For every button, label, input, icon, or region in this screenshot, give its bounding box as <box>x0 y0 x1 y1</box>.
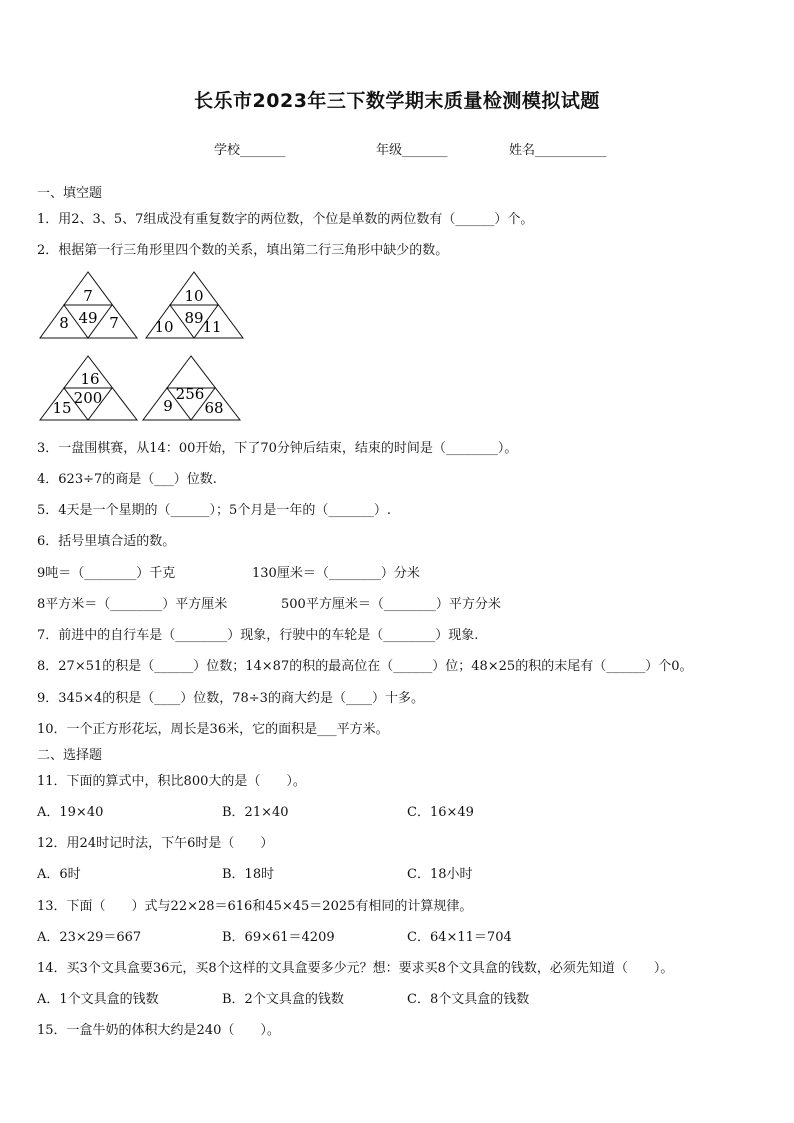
triangle-1-top: 7 <box>83 287 93 305</box>
question-2: 2．根据第一行三角形里四个数的关系，填出第二行三角形中缺少的数。 <box>37 243 449 258</box>
question-11-option-a: A．19×40 <box>37 805 104 820</box>
question-13-option-b: B．69×61＝4209 <box>222 930 335 945</box>
question-14: 14．买3个文具盒要36元，买8个这样的文具盒要多少元？想：要求买8个文具盒的钱数，必须先知道（ ）。 <box>37 961 674 976</box>
triangle-1-left: 8 <box>59 314 69 332</box>
question-12: 12．用24时记时法，下午6时是（ ） <box>37 836 274 851</box>
question-3: 3．一盘围棋赛，从14：00开始，下了70分钟后结束，结束的时间是（________）。 <box>37 441 518 456</box>
question-5: 5．4天是一个星期的（______）；5个月是一年的（_______）. <box>37 503 391 518</box>
page-title: 长乐市2023年三下数学期末质量检测模拟试题 <box>194 90 600 112</box>
question-13: 13．下面（ ）式与22×28＝616和45×45＝2025有相同的计算规律。 <box>37 899 473 914</box>
question-1: 1．用2、3、5、7组成没有重复数字的两位数，个位是单数的两位数有（______）个。 <box>37 212 534 227</box>
question-4: 4．623÷7的商是（___）位数. <box>37 472 217 487</box>
triangle-4-center: 256 <box>175 385 205 403</box>
triangle-2-right: 11 <box>202 318 222 336</box>
triangle-3-center: 200 <box>73 389 103 407</box>
question-6-item-3: 8平方米＝（________）平方厘米 <box>37 597 228 612</box>
question-11-option-b: B．21×40 <box>222 805 289 820</box>
question-12-option-c: C．18小时 <box>407 867 473 882</box>
triangle-4-left: 9 <box>163 397 173 415</box>
triangle-2-center: 89 <box>184 309 204 327</box>
triangle-2-left: 10 <box>154 318 174 336</box>
question-6-item-2: 130厘米＝（________）分米 <box>252 566 420 581</box>
question-6-item-4: 500平方厘米＝（________）平方分米 <box>281 597 501 612</box>
question-15: 15．一盒牛奶的体积大约是240（ ）。 <box>37 1023 280 1038</box>
question-7: 7．前进中的自行车是（________）现象，行驶中的车轮是（________）现象. <box>37 628 479 643</box>
triangle-figures <box>36 270 246 425</box>
question-6-item-1: 9吨＝（________）千克 <box>37 566 176 581</box>
triangle-3-top: 16 <box>80 370 100 388</box>
triangle-2-top: 10 <box>184 287 204 305</box>
school-field: 学校_______ <box>214 143 286 158</box>
section-heading-choice: 二、选择题 <box>37 748 103 763</box>
question-13-option-a: A．23×29＝667 <box>37 930 142 945</box>
question-12-option-a: A．6时 <box>37 867 81 882</box>
question-14-option-c: C．8个文具盒的钱数 <box>407 992 530 1007</box>
question-11-option-c: C．16×49 <box>407 805 474 820</box>
grade-field: 年级_______ <box>376 143 448 158</box>
question-11: 11．下面的算式中，积比800大的是（ ）。 <box>37 774 306 789</box>
triangle-1-right: 7 <box>109 314 119 332</box>
question-9: 9．345×4的积是（____）位数，78÷3的商大约是（____）十多。 <box>37 691 424 706</box>
question-8: 8．27×51的积是（______）位数；14×87的积的最高位在（______）位；48×25的积的末尾有（______）个0。 <box>37 659 693 674</box>
question-10: 10．一个正方形花坛，周长是36米，它的面积是___平方米。 <box>37 722 389 737</box>
name-field: 姓名___________ <box>509 143 607 158</box>
question-6: 6．括号里填合适的数。 <box>37 534 176 549</box>
triangle-4-right: 68 <box>204 399 224 417</box>
question-12-option-b: B．18时 <box>222 867 275 882</box>
triangle-3-left: 15 <box>52 399 72 417</box>
question-14-option-a: A．1个文具盒的钱数 <box>37 992 159 1007</box>
question-14-option-b: B．2个文具盒的钱数 <box>222 992 344 1007</box>
triangle-1 <box>40 272 137 338</box>
question-13-option-c: C．64×11＝704 <box>407 930 512 945</box>
section-heading-fill-blank: 一、填空题 <box>37 186 103 201</box>
triangle-1-center: 49 <box>78 309 98 327</box>
